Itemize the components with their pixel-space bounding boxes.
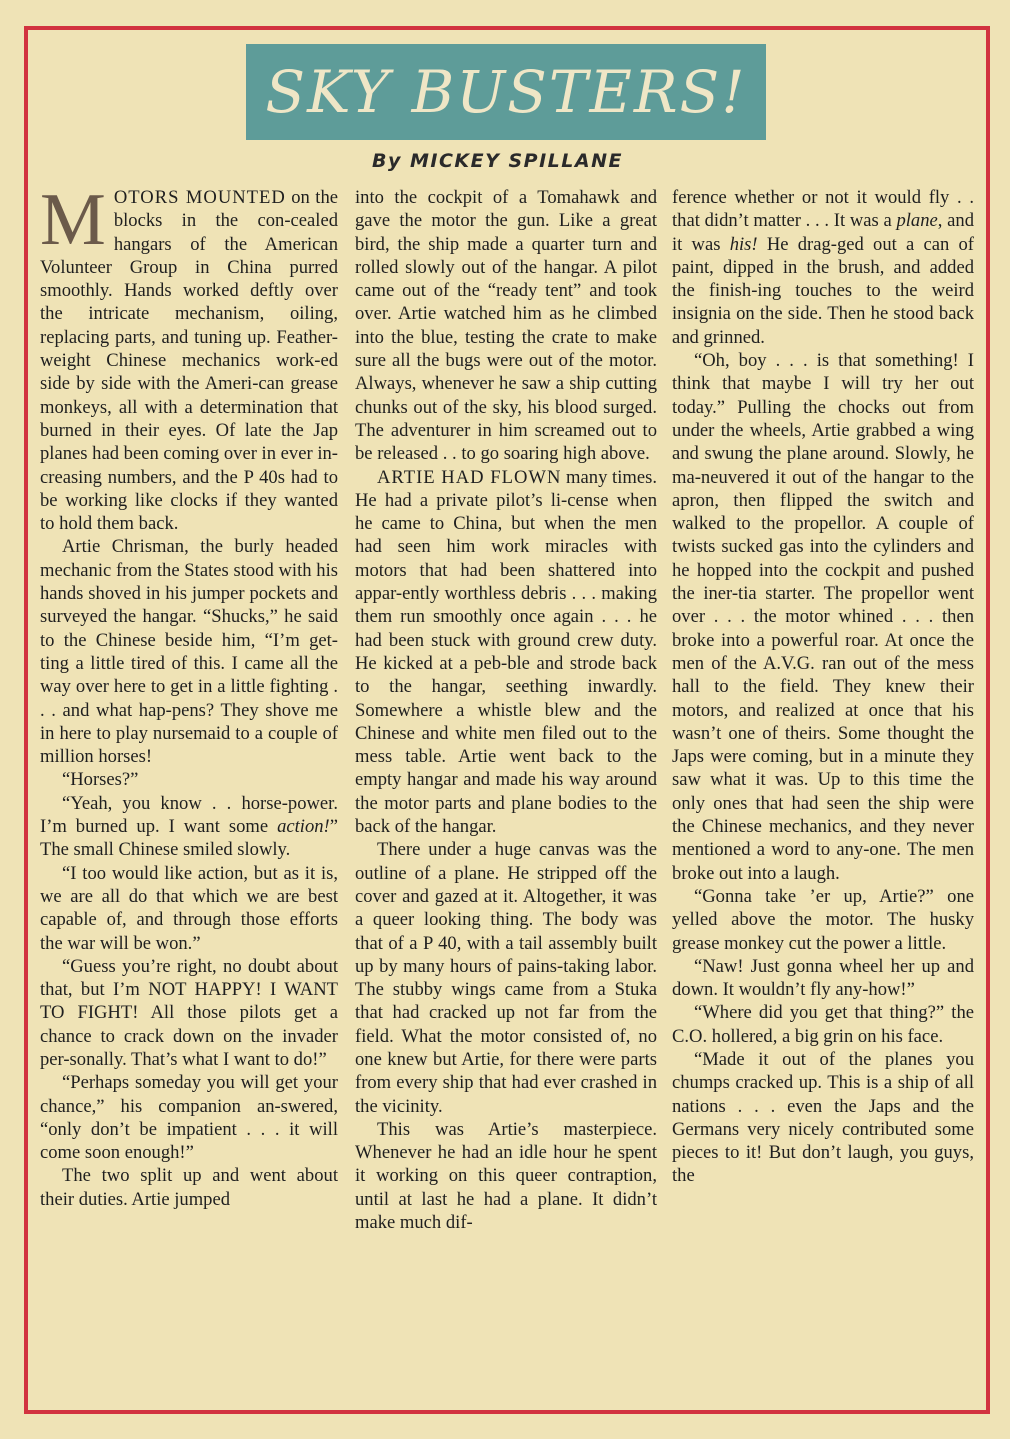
paragraph: “I too would like action, but as it is, we are all do that which we are best capable of, and through those efforts the war will be won.” xyxy=(40,862,338,954)
text-column-2 xyxy=(355,186,657,1402)
lead-in: ARTIE HAD FLOWN xyxy=(377,466,562,488)
drop-cap: M xyxy=(40,186,106,261)
paragraph: “Where did you get that thing?” the C.O. hollered, a big grin on his face. xyxy=(672,1002,974,1047)
paragraph: into the cockpit of a Tomahawk and gave the motor the gun. Like a great bird, the ship made a quarter turn and rolled slowly out of the hangar. A pilot came out of the “ready tent” and took over. Artie watched him as he climbed into the blue, testing the crate to make sure all the bugs were out of the motor. Always, whenever he saw a ship cutting chunks out of the sky, his blood surged. The adventurer in him screamed out to be released . . to go soaring high above. xyxy=(355,187,657,465)
paragraph-text: ” The small Chinese smiled slowly. xyxy=(40,816,338,861)
title-banner xyxy=(246,44,766,140)
paragraph xyxy=(40,792,338,862)
story-title: SKY BUSTERS! xyxy=(265,58,747,126)
paragraph: Artie Chrisman, the burly headed mechanic from the States stood with his hands shoved in his jumper pockets and surveyed the hangar. “Shucks,” he said to the Chinese beside him, “I’m get-ting a little tired of this. I came all the way over here to get in a little fighting . . . and what hap-pens? They shove me in here to play nursemaid to a couple of million horses! xyxy=(40,536,338,768)
paragraph xyxy=(672,186,974,349)
paragraph xyxy=(355,466,657,839)
lead-in: OTORS MOUNTED xyxy=(113,187,286,208)
paragraph-text: many times. He had a private pilot’s li-cense when he came to China, but when the men had seen him work miracles with motors that had been shattered into appar-ently worthless debris . . . making them run smoothly once again . . . he had been stuck with ground crew duty. He kicked at a peb-ble and strode back to the hangar, seething inwardly. Somewhere a whistle blew and the Chinese and white men filed out to the mess table. Artie went back to the empty hangar and made his way around the motor parts and plane bodies to the back of the hangar. xyxy=(355,466,657,838)
emphasis: plane xyxy=(896,210,938,232)
paragraph: “Naw! Just gonna wheel her up and down. It wouldn’t fly any-how!” xyxy=(672,955,974,1001)
emphasis: action! xyxy=(277,816,330,838)
paragraph xyxy=(40,186,338,535)
paragraph: “Perhaps someday you will get your chance,” his companion an-swered, “only don’t be impatient . . . it will come soon enough!” xyxy=(40,1072,338,1164)
paragraph: “Guess you’re right, no doubt about that, but I’m NOT HAPPY! I WANT TO FIGHT! All those pilots get a chance to crack down on the invader per-sonally. That’s what I want to do!” xyxy=(40,955,338,1070)
paragraph-text: “Yeah, you know . . horse-power. I’m burned up. I want some xyxy=(40,792,338,838)
paragraph: “Oh, boy . . . is that something! I think that maybe I will try her out today.” Pulling the chocks out from under the wheels, Artie grabbed a wing and swung the plane around. Slowly, he ma-neuvered it out of the hangar to the apron, then flipped the switch and walked to the propellor. A couple of twists sucked gas into the cylinders and he hopped into the cockpit and pushed the iner-tia starter. The propellor went over . . . the motor whined . . . then broke into a powerful roar. At once the men of the A.V.G. ran out of the mess hall to the field. They knew their motors, and realized at once that his wasn’t one of theirs. Some thought the Japs were coming, but in a minute they saw what it was. Up to this time the only ones that had seen the ship were the Chinese mechanics, and they never mentioned a word to any-one. The men broke out into a laugh. xyxy=(672,350,974,884)
paragraph-text: He drag-ged out a can of paint, dipped in the brush, and added the finish-ing touches to the weird insignia on the side. Then he stood back and grinned. xyxy=(672,233,974,348)
paragraph: There under a huge canvas was the outline of a plane. He stripped off the cover and gazed at it. Altogether, it was a queer looking thing. The body was that of a P 40, with a tail assembly built up by many hours of pains-taking labor. The stubby wings came from a Stuka that had cracked up not far from the field. What the motor consisted of, no one knew but Artie, for there were parts from every ship that had ever crashed in the vicinity. xyxy=(355,839,657,1117)
paragraph: The two split up and went about their duties. Artie jumped xyxy=(40,1165,338,1210)
paragraph: This was Artie’s masterpiece. Whenever he had an idle hour he spent it working on this queer contraption, until at last he had a plane. It didn’t make much dif- xyxy=(355,1118,657,1234)
paragraph-text: ference whether or not it would fly . . that didn’t matter . . . It was a xyxy=(672,187,974,232)
emphasis: his! xyxy=(729,233,758,255)
text-column-1 xyxy=(40,186,338,1402)
paragraph: “Made it out of the planes you chumps cracked up. This is a ship of all nations . . . even the Japs and the Germans very nicely contributed some pieces to it! But don’t laugh, you guys, the xyxy=(672,1048,974,1187)
paragraph: “Gonna take ’er up, Artie?” one yelled above the motor. The husky grease monkey cut the power a little. xyxy=(672,885,974,954)
paragraph: “Horses?” xyxy=(62,769,139,791)
paragraph-text: on the blocks in the con-cealed hangars of the American Volunteer Group in China purred smoothly. Hands worked deftly over the intricate mechanism, oiling, replacing parts, and tuning up. Feather-weight Chinese mechanics work-ed side by side with the Ameri-can grease monkeys, all with a determination that burned in their eyes. Of late the Jap planes had been coming over in ever in-creasing numbers, and the P 40s had to be working like clocks if they wanted to hold them back. xyxy=(40,187,338,535)
text-column-3 xyxy=(672,186,974,1402)
paragraph-text: , and it was xyxy=(672,210,974,255)
byline: By MICKEY SPILLANE xyxy=(372,150,623,172)
